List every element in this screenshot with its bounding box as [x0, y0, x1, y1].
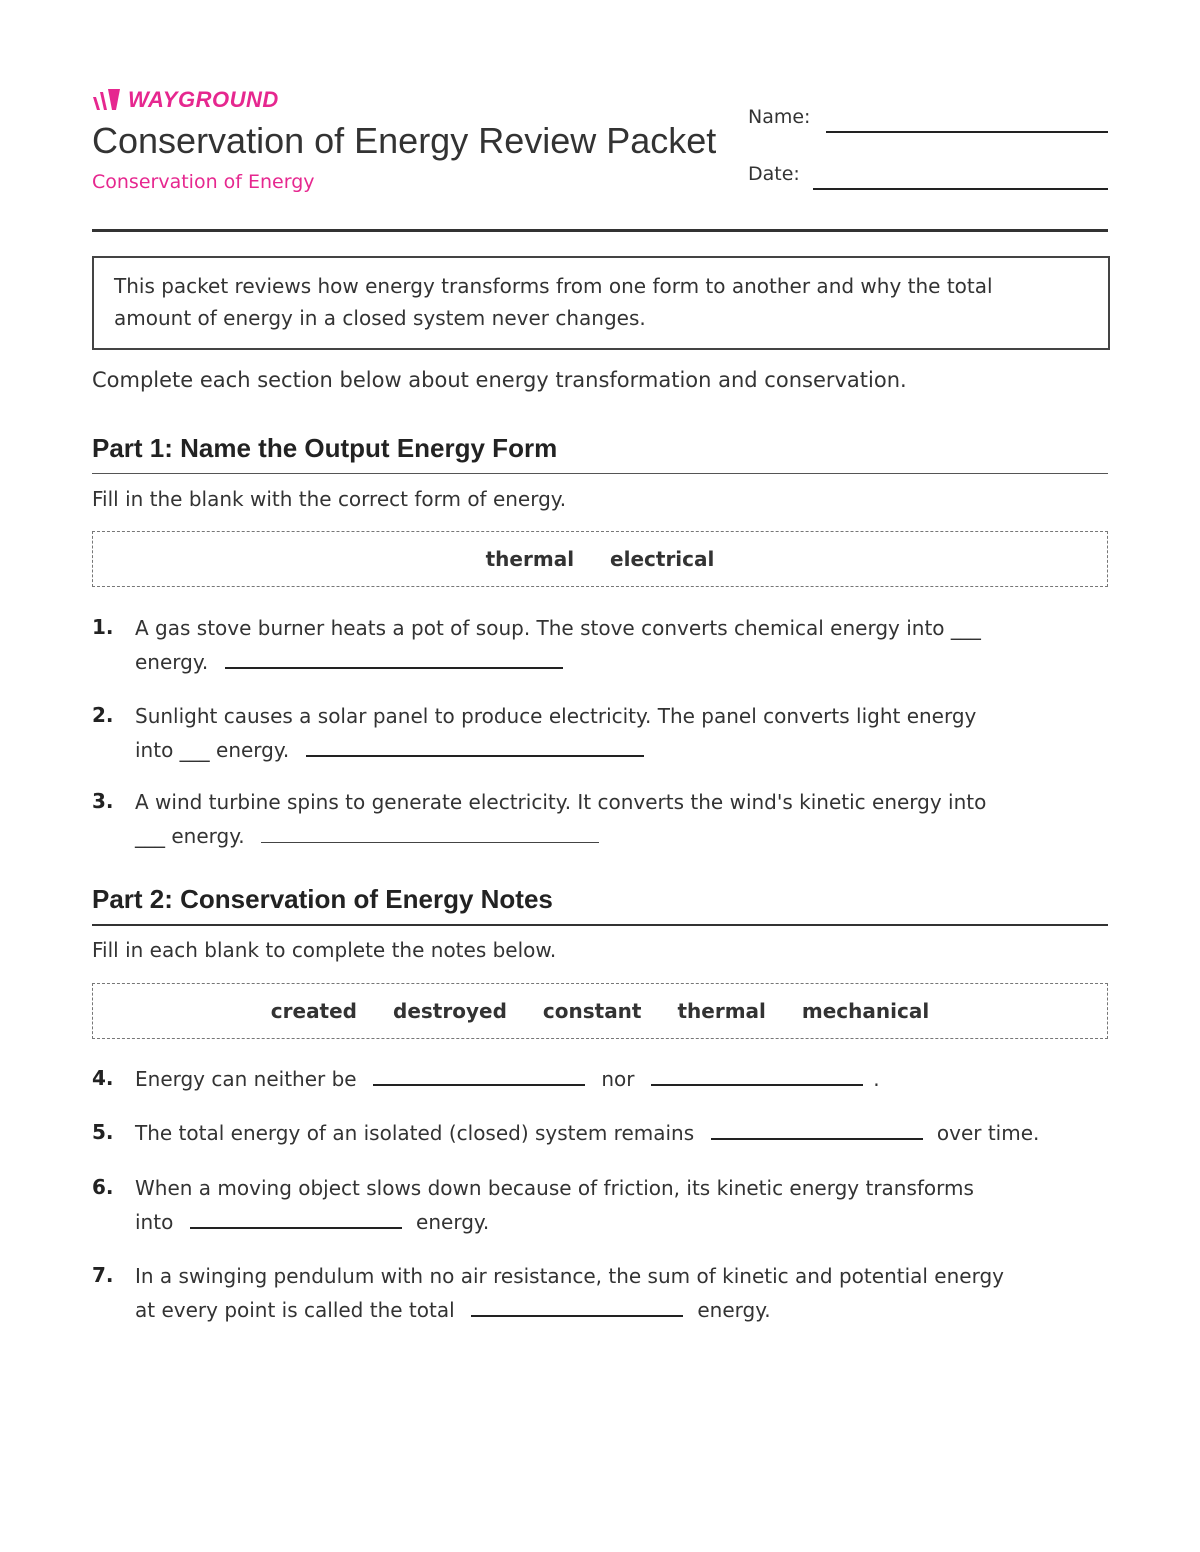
- question-text: When a moving object slows down because of friction, its kinetic energy transforms: [135, 1176, 974, 1200]
- part1-heading: Part 1: Name the Output Energy Form: [92, 433, 558, 463]
- part2-word-bank: [92, 983, 1108, 1039]
- question-number: 5.: [92, 1120, 114, 1144]
- question-6: [135, 1171, 974, 1239]
- question-text: A gas stove burner heats a pot of soup. The stove converts chemical energy into ___: [135, 616, 981, 640]
- question-number: 6.: [92, 1175, 114, 1199]
- worksheet-page: [92, 0, 1108, 1552]
- wayground-logo-icon: [92, 89, 122, 111]
- answer-blank[interactable]: [711, 1137, 923, 1140]
- question-text: .: [873, 1067, 880, 1091]
- general-instructions: Complete each section below about energy transformation and conservation.: [92, 368, 907, 392]
- question-text: energy.: [697, 1298, 771, 1322]
- word-bank-item: constant: [542, 999, 642, 1023]
- part2-heading: Part 2: Conservation of Energy Notes: [92, 884, 553, 914]
- question-text: over time.: [936, 1121, 1040, 1145]
- question-text: Sunlight causes a solar panel to produce electricity. The panel converts light energy: [135, 704, 977, 728]
- question-text: at every point is called the total: [135, 1298, 455, 1322]
- question-1: [135, 611, 981, 679]
- header-divider: [92, 229, 1108, 232]
- question-number: 1.: [92, 615, 114, 639]
- intro-box: [92, 256, 1110, 350]
- date-label: Date:: [748, 163, 800, 185]
- part1-divider: [92, 473, 1108, 474]
- question-text: The total energy of an isolated (closed) system remains: [135, 1121, 695, 1145]
- question-number: 7.: [92, 1263, 114, 1287]
- answer-blank[interactable]: [225, 666, 563, 669]
- question-4: [135, 1062, 880, 1096]
- intro-line-2: amount of energy in a closed system never changes.: [114, 306, 646, 330]
- name-field[interactable]: [826, 131, 1108, 133]
- date-field[interactable]: [813, 188, 1108, 190]
- intro-line-1: This packet reviews how energy transforms from one form to another and why the total: [114, 274, 993, 298]
- part1-word-bank: [92, 531, 1108, 587]
- question-7: [135, 1259, 1004, 1327]
- question-2: [135, 699, 976, 767]
- answer-blank[interactable]: [373, 1083, 585, 1086]
- question-number: 3.: [92, 789, 114, 813]
- question-5: [135, 1116, 1039, 1150]
- question-text: into ___ energy.: [135, 738, 290, 762]
- page-title: Conservation of Energy Review Packet: [92, 120, 717, 161]
- name-label: Name:: [748, 106, 811, 128]
- answer-blank[interactable]: [651, 1083, 863, 1086]
- part2-instructions: Fill in each blank to complete the notes below.: [92, 938, 557, 962]
- word-bank-item: thermal: [485, 547, 575, 571]
- brand-logo: [92, 86, 279, 114]
- question-3: [135, 785, 986, 853]
- question-text: A wind turbine spins to generate electricity. It converts the wind's kinetic energy into: [135, 790, 987, 814]
- word-bank-item: mechanical: [801, 999, 930, 1023]
- question-number: 2.: [92, 703, 114, 727]
- page-subtitle: Conservation of Energy: [92, 171, 315, 193]
- question-text: into: [135, 1210, 174, 1234]
- brand-name: WAYGROUND: [128, 87, 279, 112]
- question-text: nor: [601, 1067, 635, 1091]
- question-text: In a swinging pendulum with no air resistance, the sum of kinetic and potential energy: [135, 1264, 1004, 1288]
- answer-blank[interactable]: [306, 754, 644, 757]
- word-bank-item: electrical: [610, 547, 715, 571]
- part2-divider: [92, 924, 1108, 926]
- word-bank-item: created: [270, 999, 358, 1023]
- answer-blank[interactable]: [190, 1226, 402, 1229]
- question-text: Energy can neither be: [135, 1067, 357, 1091]
- part1-instructions: Fill in the blank with the correct form of energy.: [92, 487, 567, 511]
- question-text: energy.: [135, 650, 209, 674]
- question-number: 4.: [92, 1066, 114, 1090]
- word-bank-item: thermal: [677, 999, 766, 1023]
- word-bank-item: destroyed: [393, 999, 507, 1023]
- answer-blank[interactable]: [261, 841, 599, 843]
- question-text: ___ energy.: [135, 824, 245, 848]
- answer-blank[interactable]: [471, 1314, 683, 1317]
- question-text: energy.: [416, 1210, 490, 1234]
